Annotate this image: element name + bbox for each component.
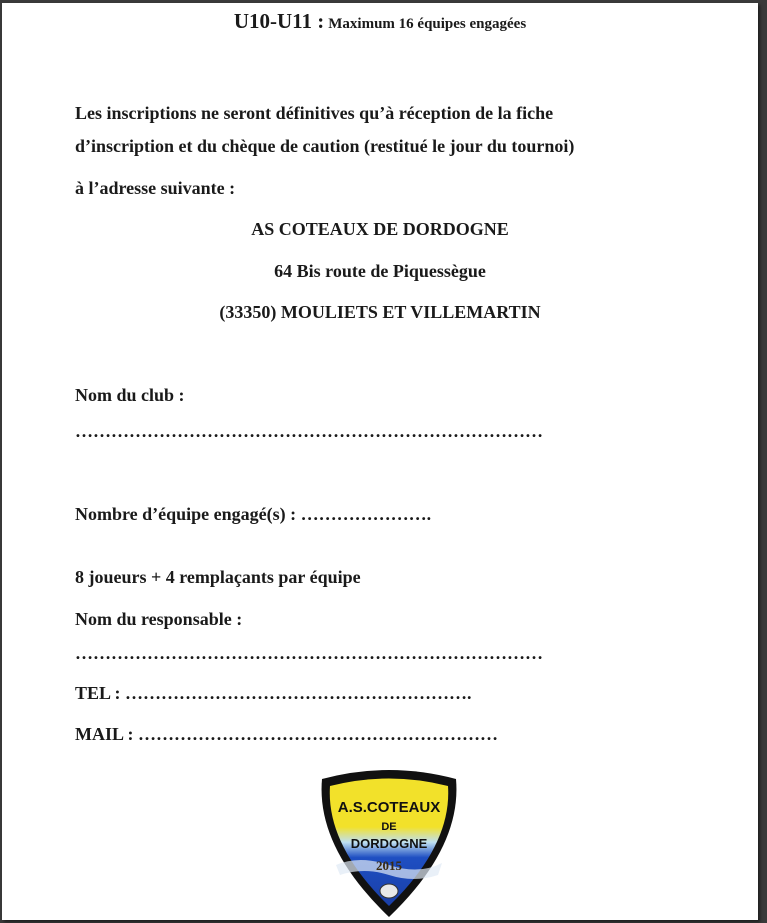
intro-line-2: d’inscription et du chèque de caution (restitué le jour du tournoi) bbox=[75, 136, 575, 156]
club-field[interactable]: …………………………………………………………………… bbox=[75, 421, 543, 441]
ball-icon bbox=[380, 884, 398, 898]
address-street: 64 Bis route de Piquessègue bbox=[274, 261, 486, 281]
logo-line-3: DORDOGNE bbox=[350, 836, 428, 851]
logo-line-2: DE bbox=[381, 821, 397, 833]
manager-label: Nom du responsable : bbox=[75, 609, 243, 629]
category-subtitle: Maximum 16 équipes engagées bbox=[328, 16, 527, 32]
intro-line-1: Les inscriptions ne seront définitives qu’à réception de la fiche bbox=[75, 103, 554, 123]
tel-field[interactable]: TEL : …………………………………………………. bbox=[75, 683, 472, 703]
intro-line-3: à l’adresse suivante : bbox=[75, 178, 236, 198]
page-title bbox=[2, 9, 758, 34]
logo-line-1: A.S.COTEAUX bbox=[337, 799, 441, 816]
club-logo bbox=[314, 767, 464, 919]
logo-year: 2015 bbox=[376, 858, 402, 873]
address-city: (33350) MOULIETS ET VILLEMARTIN bbox=[219, 302, 541, 322]
club-label: Nom du club : bbox=[75, 385, 185, 405]
address-name: AS COTEAUX DE DORDOGNE bbox=[251, 219, 509, 239]
players-note: 8 joueurs + 4 remplaçants par équipe bbox=[75, 567, 361, 587]
mail-field[interactable]: MAIL : …………………………………………………… bbox=[75, 724, 498, 744]
teams-field[interactable]: Nombre d’équipe engagé(s) : …………………. bbox=[75, 504, 432, 524]
manager-field[interactable]: …………………………………………………………………… bbox=[75, 643, 543, 663]
document-page bbox=[2, 3, 758, 920]
category-title: U10-U11 : bbox=[233, 9, 325, 33]
